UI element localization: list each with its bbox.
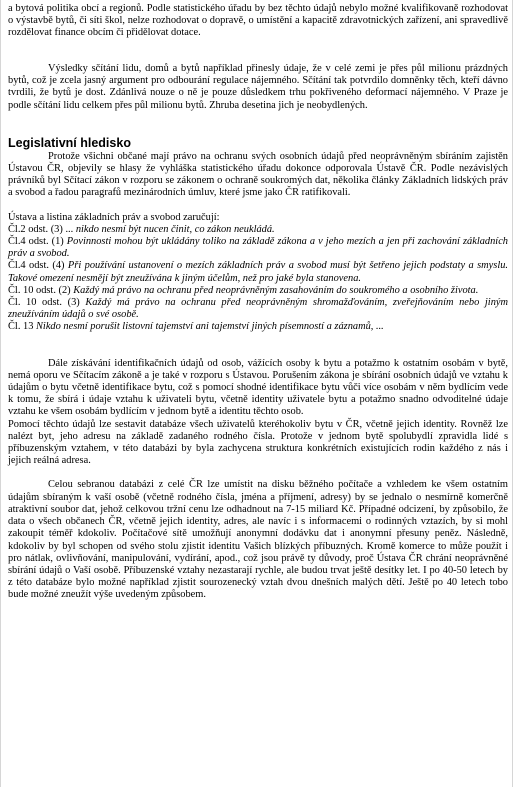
article-text: Každý má právo na ochranu před neoprávněným shromažďováním, zveřejňováním nebo jiným zneužíváním údajů o své osobě.: [8, 297, 508, 321]
article-ref: Čl. 10 odst. (3): [8, 297, 80, 309]
paragraph-legislation: Protože všichni občané mají právo na ochranu svých osobních údajů před neoprávněným sbíráním zajistěn Ústavou ČR, objevily se hlasy že vyhláška statistického úřadu dokonce odporovala Ústavě ČR. Podle nezávislých právníků byl Sčítací zákon v rozporu se zákonem o ochraně soukromých dat, několika články Základních lidských práv a svobod a řadou paragrafů mezinárodních úmluv, které jsme jako ČR ratifikovali.: [8, 150, 508, 199]
spacer: [8, 467, 508, 479]
article-item: [8, 260, 508, 284]
article-text: Nikdo nesmí porušit listovní tajemství ani tajemství jiných písemností a záznamů, ...: [33, 321, 384, 333]
spacer: [8, 334, 508, 358]
paragraph-identification: Dále získávání identifikačních údajů od osob, vážících osoby k bytu a potažmo k ostatním osobám v bytě, nemá oporu ve Sčítacím zákoně a je také v rozporu s Ústavou. Porušením zákona je sbírání osobních údajů ve vztahu k údajům o bytu včetně identifikace bytu, což s pomocí shodné identifikace bytu vůči více osobám v něm bydlícím vede k tomu, že sbírá i údaje vztahu k uživateli bytu, včetně identity uživatele bytu a potažmo snadno odvoditelné údaje vztahu ke všem osobám bydlícím v jednom bytě a identitu těchto osob.: [8, 357, 508, 418]
article-ref: Čl. 13: [8, 321, 34, 333]
paragraph-intro: a bytová politika obcí a regionů. Podle statistického úřadu by bez těchto údajů nebylo možné kvalifikovaně rozhodovat o výstavbě bytů, či síti škol, nelze rozhodovat o dopravě, o umístění a kapacitě zdravotnických zařízení, ani spravedlivě rozdělovat finance obcím či přidělovat dotace.: [8, 3, 508, 39]
section-heading: Legislativní hledisko: [8, 135, 131, 150]
spacer: [8, 51, 508, 63]
article-ref: Čl.2 odst. (3) ...: [8, 223, 74, 235]
article-text: Povinnosti mohou být ukládány toliko na základě zákona a v jeho mezích a jen při zachování základních práv a svobod.: [8, 236, 508, 260]
article-item: [8, 297, 508, 321]
document-body: [8, 3, 508, 602]
article-text: Každý má právo na ochranu před neoprávněným zasahováním do soukromého a osobního života.: [70, 284, 479, 296]
article-item: [8, 285, 508, 297]
paragraph-data-value: Celou sebranou databázi z celé ČR lze umístit na disku běžného počítače a vzhledem ke všem ostatním údajům sbíraným k vaší osobě (včetně rodného čísla, jména a příjmení, adresy) by se jednalo o nesmírně komerčně atraktivní soubor dat, jehož celkovou tržní cenu lze odhadnout na 7-15 miliard Kč. Případné odcizení, by způsobilo, že data o všech občanech ČR, včetně jejich identity, adres, ale navíc i s informacemi o rodinných vztazích, by si mohl zakoupit téměř kdokoliv. Počítačové sítě umožňují anonymní dodávku dat i anonymní přesuny peněz. Následně, kdokoliv by byl schopen od svého stolu zjistit identitu Vašich blízkých příbuzných. Kromě komerce to může použít i pro nátlak, ovlivňování, manipulování, vydírání, apod., což jsou právě ty důvody, proč Ústava ČR chrání neoprávněné sbírání údajů o Vaší osobě. Příbuzenské vztahy nezastarají rychle, ale budou trvat ještě desítky let. I po 40-50 letech by z této databáze bylo možné například zjistit sourozenecký vztah dvou dnešních malých dětí. Ještě po 40 letech tobo bude možné zneužít výše uvedeným způsobem.: [8, 479, 508, 601]
paragraph-database: Pomocí těchto údajů lze sestavit databáze všech uživatelů kteréhokoliv bytu v ČR, včetně jejich identity. Rovněž lze nalézt byt, jeho adresu na základě zadaného rodného čísla. Protože v jednom bytě spolubydlí zpravidla lidé s příbuzenským vztahem, v této databázi by byla zachycena struktura konkrétních existujících rodin každého z nás i jejich reálná adresa.: [8, 418, 508, 467]
spacer: [8, 112, 508, 136]
spacer: [8, 200, 508, 212]
article-ref: Čl.4 odst. (4): [8, 260, 65, 272]
article-ref: Čl. 10 odst. (2): [8, 284, 71, 296]
article-item: [8, 321, 508, 333]
articles-intro: Ústava a listina základních práv a svobod zaručují:: [8, 211, 220, 223]
article-text: nikdo nesmí být nucen činit, co zákon neukládá.: [73, 223, 275, 235]
article-ref: Čl.4 odst. (1): [8, 236, 64, 248]
article-text: Při používání ustanovení o mezích základních práv a svobod musí být šetřeno jejich podstaty a smyslu. Takové omezení nesmějí být zneužívána k jiným účelům, než pro jaké byla stanovena.: [8, 260, 508, 284]
article-item: [8, 224, 508, 236]
paragraph-census-results: Výsledky sčítání lidu, domů a bytů například přinesly údaje, že v celé zemi je přes půl milionu prázdných bytů, což je zcela jasný argument pro odbourání regulace nájemného. Sčítání tak potvrdilo domněnky těch, kteří dávno tvrdili, že bytů je dost. Zdánlivá nouze o ně je pouze důsledkem trhu pokřiveného deformací nájemného. V Praze je podle sčítání lidu celkem přes půl milionu bytů. Zhruba desetina jich je neobydlených.: [8, 63, 508, 111]
article-item: [8, 236, 508, 260]
